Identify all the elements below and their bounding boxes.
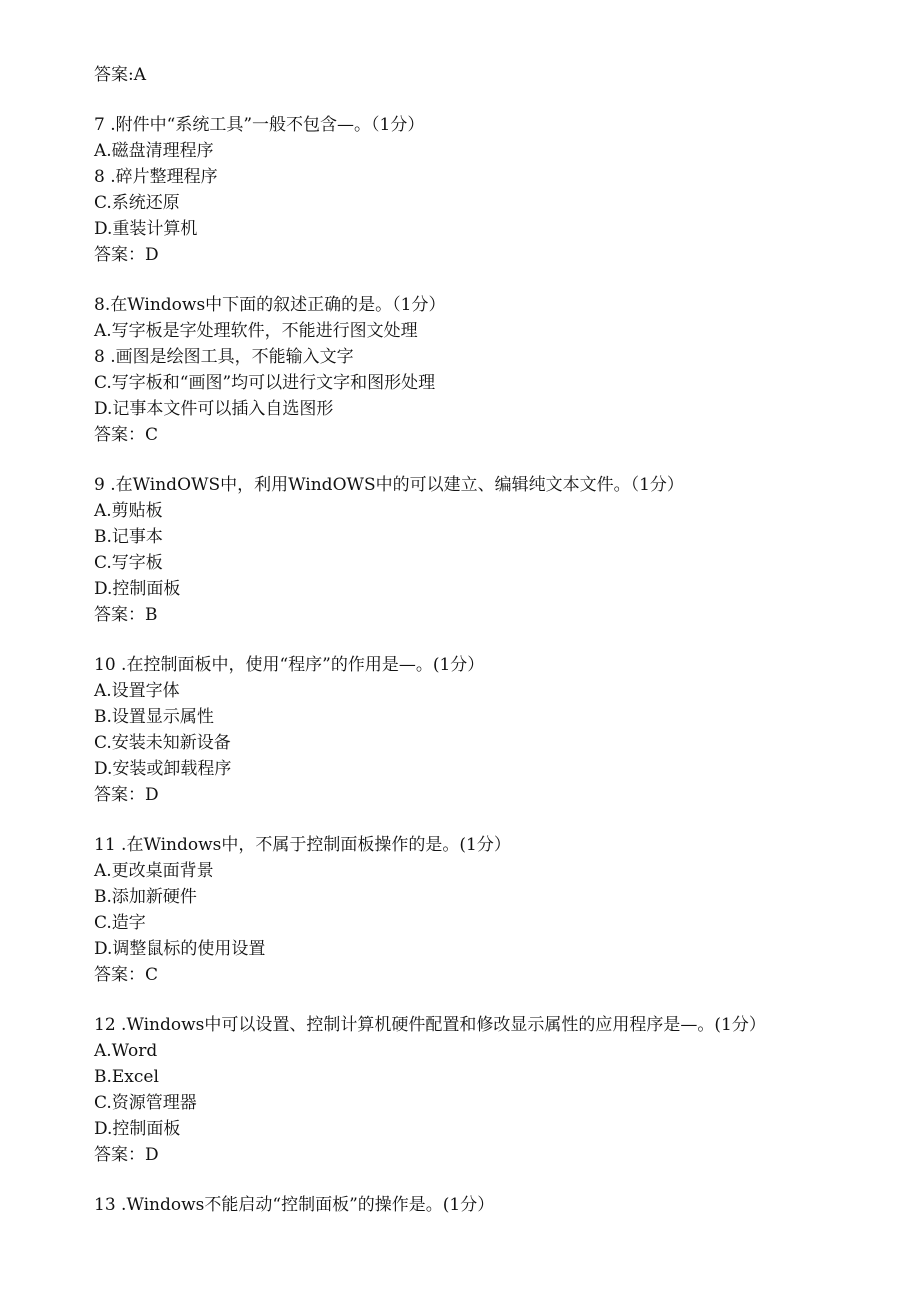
question-title: 8.在Windows中下面的叙述正确的是。（1分） [94,295,446,315]
answer-line: 答案：D [94,245,159,265]
option-line: C.写字板 [94,553,163,573]
question-11 [94,832,874,988]
question-7 [94,112,874,268]
option-line: D.控制面板 [94,579,181,599]
option-line: A.更改桌面背景 [94,861,214,881]
option-line: 8 .碎片整理程序 [94,167,218,187]
option-line: D.控制面板 [94,1119,181,1139]
answer-line: 答案：D [94,1145,159,1165]
option-line: 8 .画图是绘图工具，不能输入文字 [94,347,354,367]
option-line: A.磁盘清理程序 [94,141,214,161]
answer-line: 答案:A [94,65,147,85]
option-line: B.添加新硬件 [94,887,197,907]
option-line: B.设置显示属性 [94,707,214,727]
option-line: A.Word [94,1041,158,1061]
document-page [94,62,874,1218]
option-line: D.记事本文件可以插入自选图形 [94,399,334,419]
answer-line: 答案：C [94,965,159,985]
answer-line: 答案：D [94,785,159,805]
previous-answer-block [94,62,874,88]
option-line: A.剪贴板 [94,501,163,521]
question-10 [94,652,874,808]
question-13 [94,1192,874,1218]
option-line: B.记事本 [94,527,163,547]
answer-line: 答案：B [94,605,158,625]
option-line: B.Excel [94,1067,159,1087]
option-line: D.重装计算机 [94,219,198,239]
option-line: D.安装或卸载程序 [94,759,232,779]
option-line: A.设置字体 [94,681,180,701]
question-title: 12 .Windows中可以设置、控制计算机硬件配置和修改显示属性的应用程序是—。(1分） [94,1015,766,1035]
question-title: 11 .在Windows中，不属于控制面板操作的是。(1分） [94,835,511,855]
question-12 [94,1012,874,1168]
option-line: D.调整鼠标的使用设置 [94,939,266,959]
question-8 [94,292,874,448]
question-title: 10 .在控制面板中，使用“程序”的作用是—。(1分） [94,655,485,675]
option-line: C.资源管理器 [94,1093,197,1113]
option-line: C.写字板和“画图”均可以进行文字和图形处理 [94,373,436,393]
option-line: C.安装未知新设备 [94,733,231,753]
option-line: C.系统还原 [94,193,180,213]
answer-line: 答案：C [94,425,159,445]
question-title: 9 .在WindOWS中，利用WindOWS中的可以建立、编辑纯文本文件。（1分） [94,475,684,495]
option-line: A.写字板是字处理软件，不能进行图文处理 [94,321,418,341]
question-title: 7 .附件中“系统工具”一般不包含—。（1分） [94,115,425,135]
option-line: C.造字 [94,913,146,933]
question-title: 13 .Windows不能启动“控制面板”的操作是。(1分） [94,1195,495,1215]
question-9 [94,472,874,628]
